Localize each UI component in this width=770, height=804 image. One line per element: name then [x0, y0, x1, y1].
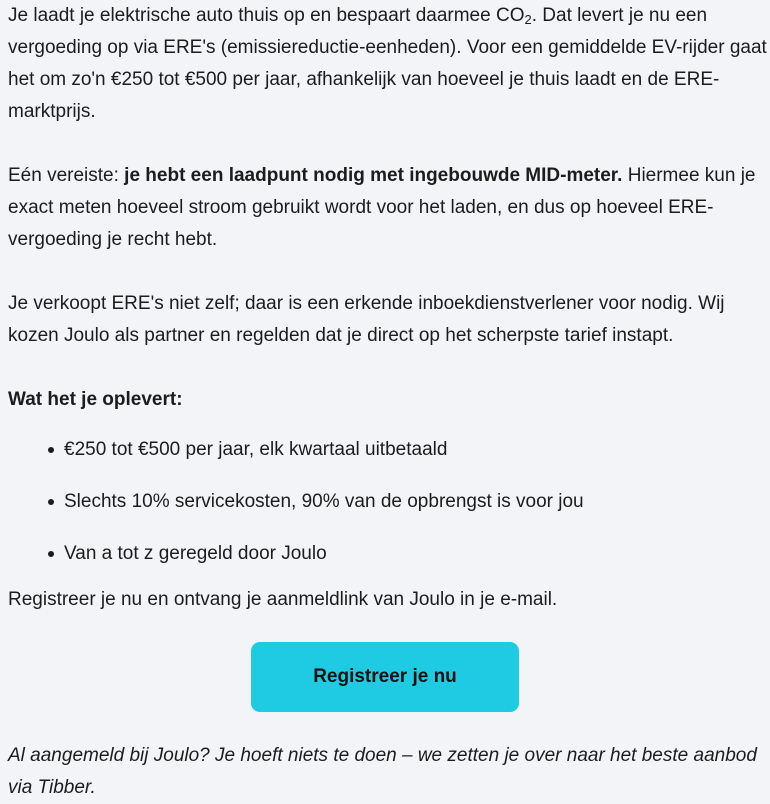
intro-paragraph: [8, 0, 768, 128]
cta-wrapper: [8, 642, 758, 712]
intro-text-before-sub: Je laadt je elektrische auto thuis op en bespaart daarmee CO: [8, 5, 525, 26]
requirement-bold: je hebt een laadpunt nodig met ingebouwde MID-meter.: [124, 165, 623, 186]
intro-text-after-sub: . Dat levert je nu een vergoeding op via ERE's (emissiereductie-eenheden). Voor een gemiddelde EV-rijder gaat het om zo'n €250 tot €500 per jaar, afhankelijk van hoeveel je thuis laadt en de ERE-marktprijs.: [8, 5, 767, 122]
requirement-lead: Eén vereiste:: [8, 165, 125, 186]
partner-paragraph: Je verkoopt ERE's niet zelf; daar is een erkende inboekdienstverlener voor nodig. Wij kozen Joulo als partner en regelden dat je direct op het scherpste tarief instapt.: [8, 293, 725, 346]
register-button[interactable]: Registreer je nu: [251, 642, 519, 712]
email-body: [8, 0, 768, 804]
co2-subscript: 2: [524, 12, 532, 27]
benefits-list: [8, 434, 768, 570]
footer-note: Al aangemeld bij Joulo? Je hoeft niets te doen – we zetten je over naar het beste aanbod via Tibber.: [8, 745, 757, 798]
benefit-item: €250 tot €500 per jaar, elk kwartaal uitbetaald: [64, 434, 768, 466]
register-text: Registreer je nu en ontvang je aanmeldlink van Joulo in je e-mail.: [8, 589, 558, 610]
benefit-item: Slechts 10% servicekosten, 90% van de opbrengst is voor jou: [64, 486, 768, 518]
benefits-heading: Wat het je oplevert:: [8, 389, 183, 410]
requirement-paragraph: [8, 160, 768, 256]
benefit-item: Van a tot z geregeld door Joulo: [64, 538, 768, 570]
requirement-rest: Hiermee kun je exact meten hoeveel stroom gebruikt wordt voor het laden, en dus op hoeveel ERE-vergoeding je recht hebt.: [8, 165, 756, 250]
